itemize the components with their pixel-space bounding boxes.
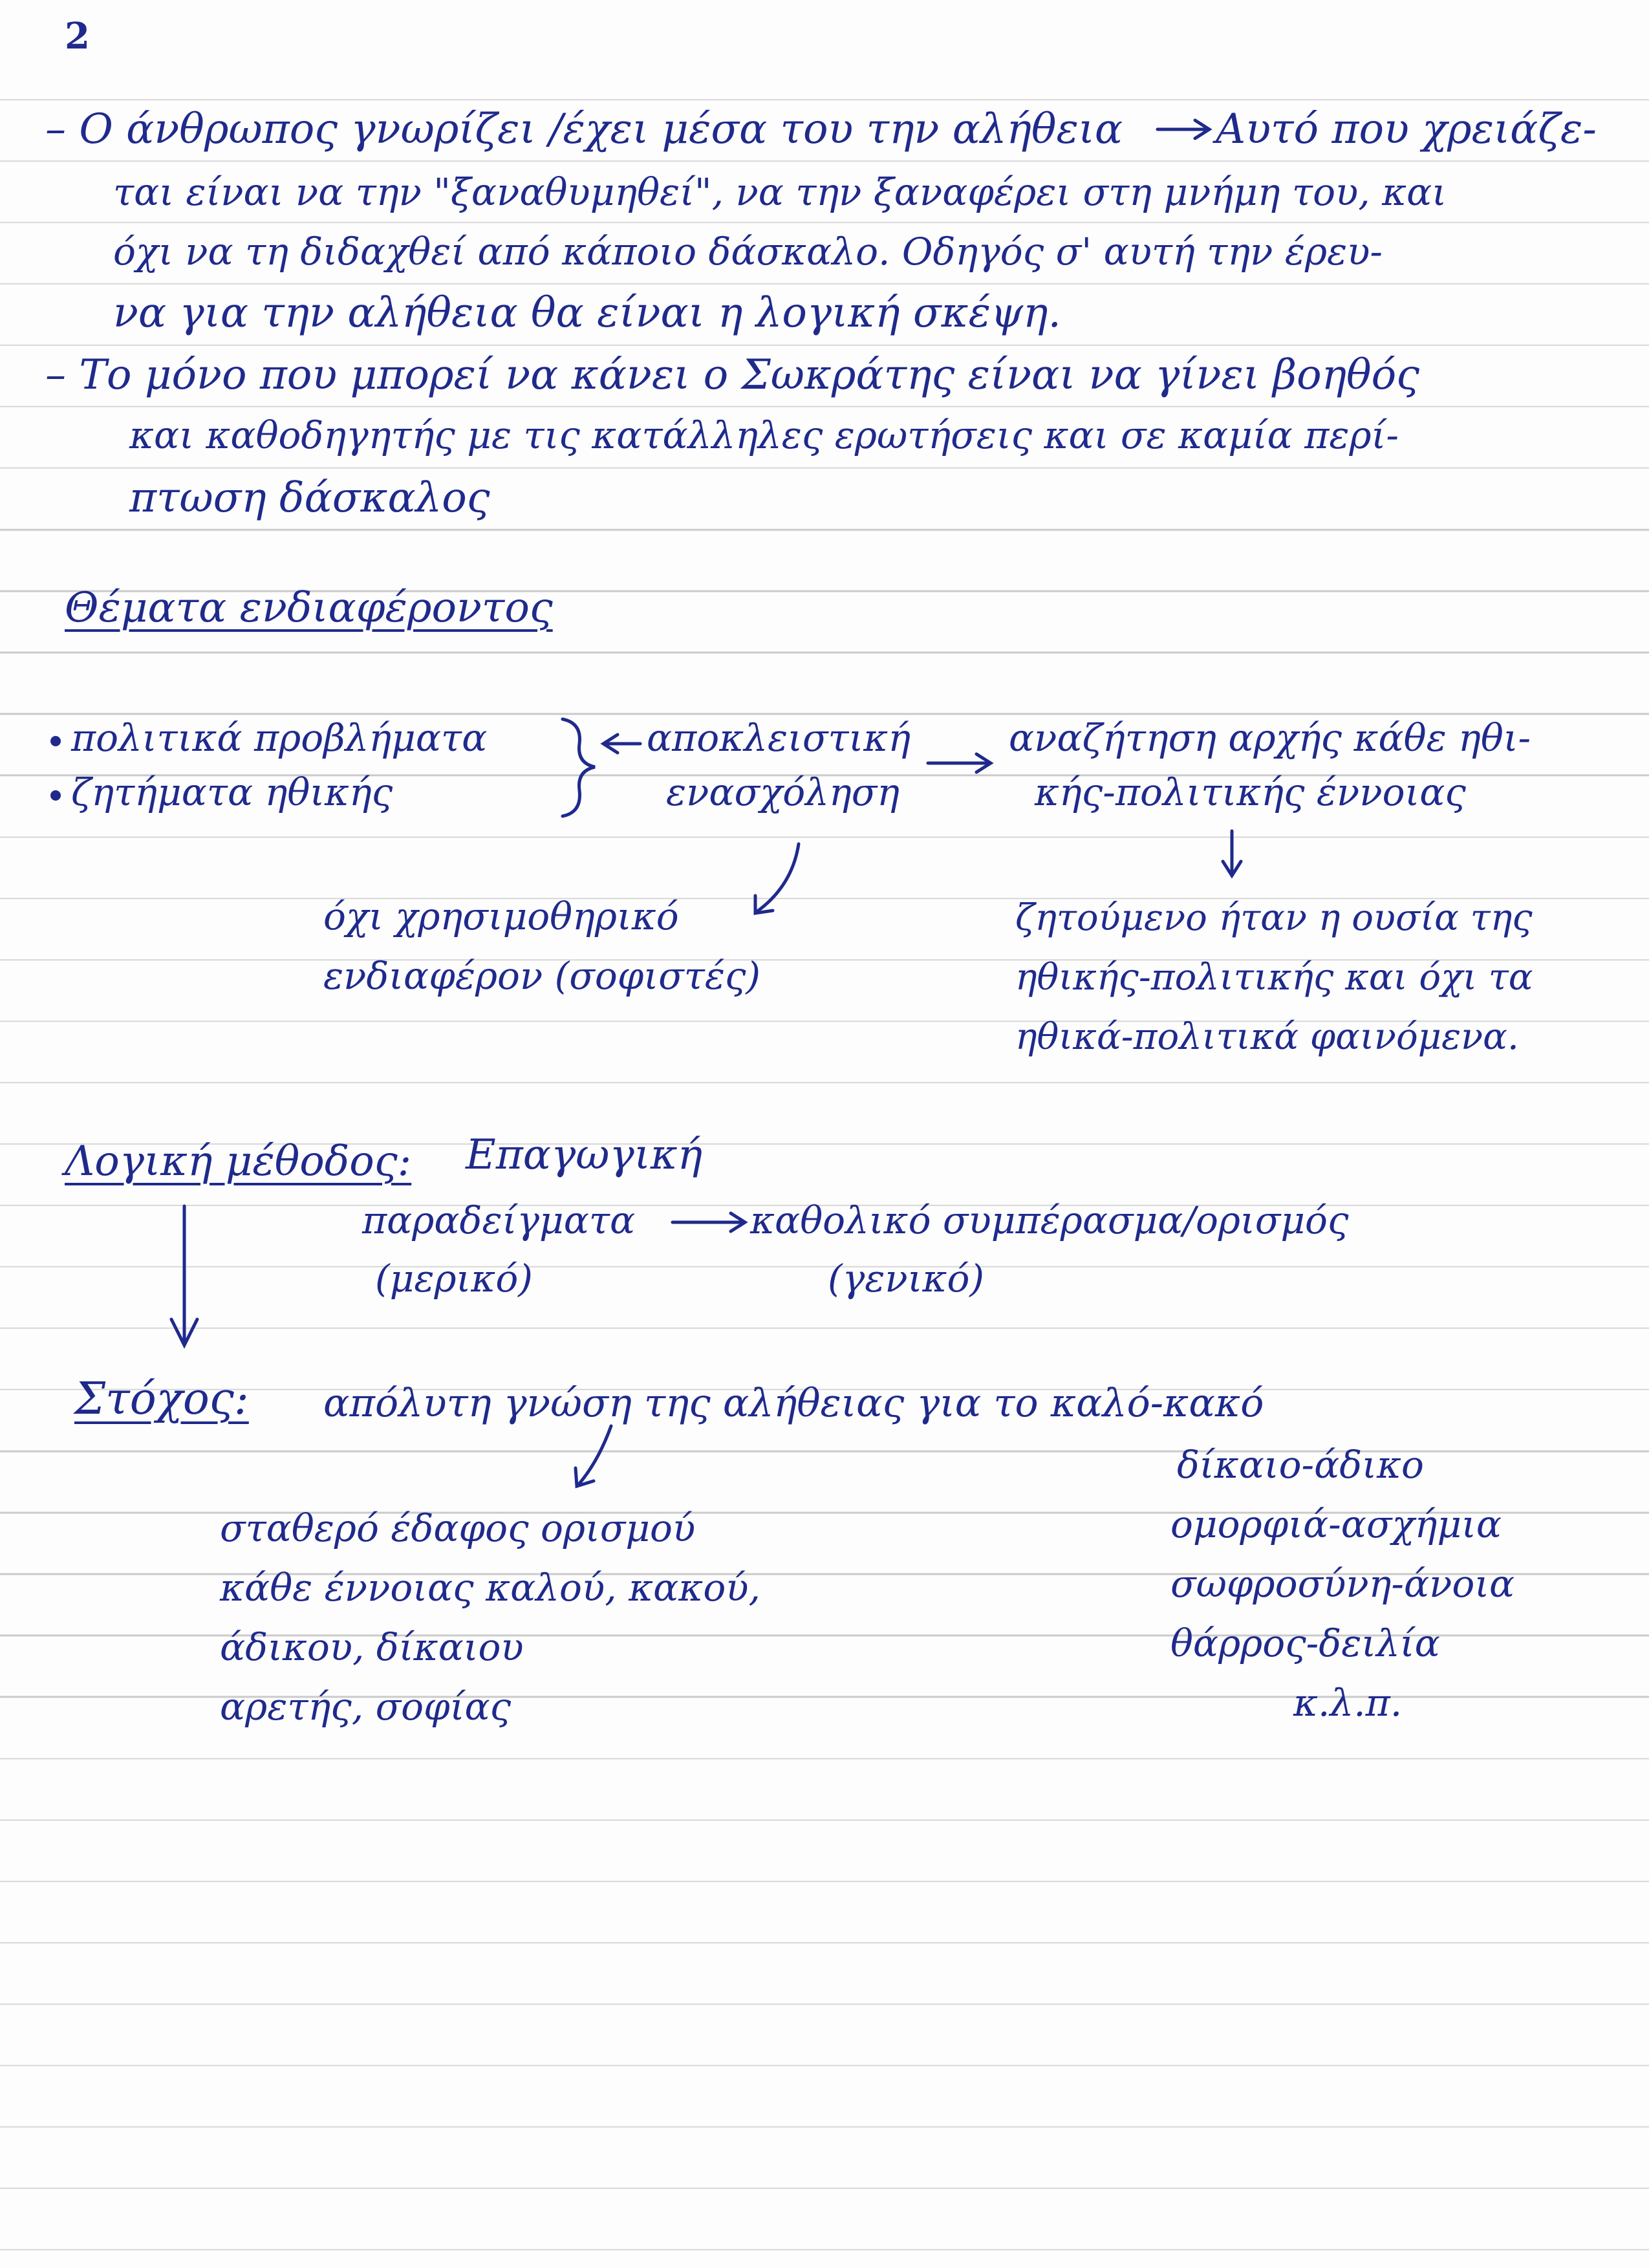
arrow-right-icon (673, 1213, 745, 1231)
intro-line-4: να για την αλήθεια θα είναι η λογική σκέψη. (113, 289, 1061, 337)
goal-pair-3: σωφροσύνη-άνοια (1170, 1562, 1515, 1606)
arrow-down-icon (1223, 831, 1241, 876)
topic-item-2: ζητήματα ηθικής (71, 770, 393, 814)
method-to: καθολικό συμπέρασμα/ορισμός (750, 1198, 1349, 1242)
method-from: παραδείγματα (362, 1198, 636, 1242)
method-value: Επαγωγική (466, 1131, 703, 1179)
goal-pair-4: θάρρος-δειλία (1170, 1621, 1440, 1665)
arrow-right-icon (928, 754, 991, 772)
intro-line-7: πτωση δάσκαλος (129, 474, 490, 522)
method-to-note: (γενικό) (828, 1257, 984, 1301)
topics-center-2: ενασχόληση (666, 770, 900, 814)
goal-basis-2: κάθε έννοιας καλού, κακού, (220, 1566, 760, 1610)
topics-right-1: αναζήτηση αρχής κάθε ηθι- (1009, 716, 1531, 760)
intro-line-2: ται είναι να την "ξαναθυμηθεί", να την ξαναφέρει στη μνήμη του, και (113, 170, 1447, 214)
topics-right-2: κής-πολιτικής έννοιας (1035, 770, 1466, 814)
topics-left-result-2: ενδιαφέρον (σοφιστές) (323, 954, 761, 998)
topics-right-result-1: ζητούμενο ήταν η ουσία της (1015, 897, 1533, 939)
intro-line-3: όχι να τη διδαχθεί από κάποιο δάσκαλο. Οδηγός σ' αυτή την έρευ- (113, 230, 1383, 274)
arrow-down-left-icon (576, 1426, 611, 1486)
page-number: 2 (65, 15, 90, 58)
topic-item-1: πολιτικά προβλήματα (71, 716, 488, 760)
goal-basis-1: σταθερό έδαφος ορισμού (220, 1506, 696, 1550)
intro-line-6: και καθοδηγητής με τις κατάλληλες ερωτήσεις και σε καμία περί- (129, 413, 1399, 457)
intro-line-1b: Αυτό που χρειάζε- (1216, 105, 1597, 153)
arrow-left-icon (603, 735, 640, 753)
brace-icon (563, 719, 595, 816)
goal-basis-4: αρετής, σοφίας (220, 1685, 512, 1729)
topics-left-result-1: όχι χρησιμοθηρικό (323, 894, 679, 938)
arrow-right-icon (1158, 120, 1209, 138)
goal-value: απόλυτη γνώση της αλήθειας για το καλό-κακό (323, 1381, 1264, 1426)
topics-right-result-2: ηθικής-πολιτικής και όχι τα (1015, 956, 1533, 999)
goal-basis-3: άδικου, δίκαιου (220, 1625, 524, 1669)
topics-center-1: αποκλειστική (647, 716, 911, 760)
intro-line-5: – Το μόνο που μπορεί να κάνει ο Σωκράτης είναι να γίνει βοηθός (45, 351, 1419, 399)
arrow-down-left-icon (755, 844, 799, 913)
goal-pair-1: δίκαιο-άδικο (1177, 1443, 1424, 1487)
goal-pair-2: ομορφιά-ασχήμια (1170, 1502, 1502, 1546)
method-from-note: (μερικό) (375, 1257, 533, 1301)
arrow-down-icon (171, 1206, 197, 1345)
topics-right-result-3: ηθικά-πολιτικά φαινόμενα. (1015, 1016, 1519, 1058)
intro-line-1: – Ο άνθρωπος γνωρίζει /έχει μέσα του την αλήθεια (45, 105, 1123, 153)
goal-label: Στόχος: (74, 1374, 249, 1425)
goal-pair-5: κ.λ.π. (1293, 1681, 1403, 1725)
topics-heading: Θέματα ενδιαφέροντος (65, 584, 553, 632)
method-label: Λογική μέθοδος: (65, 1138, 412, 1185)
